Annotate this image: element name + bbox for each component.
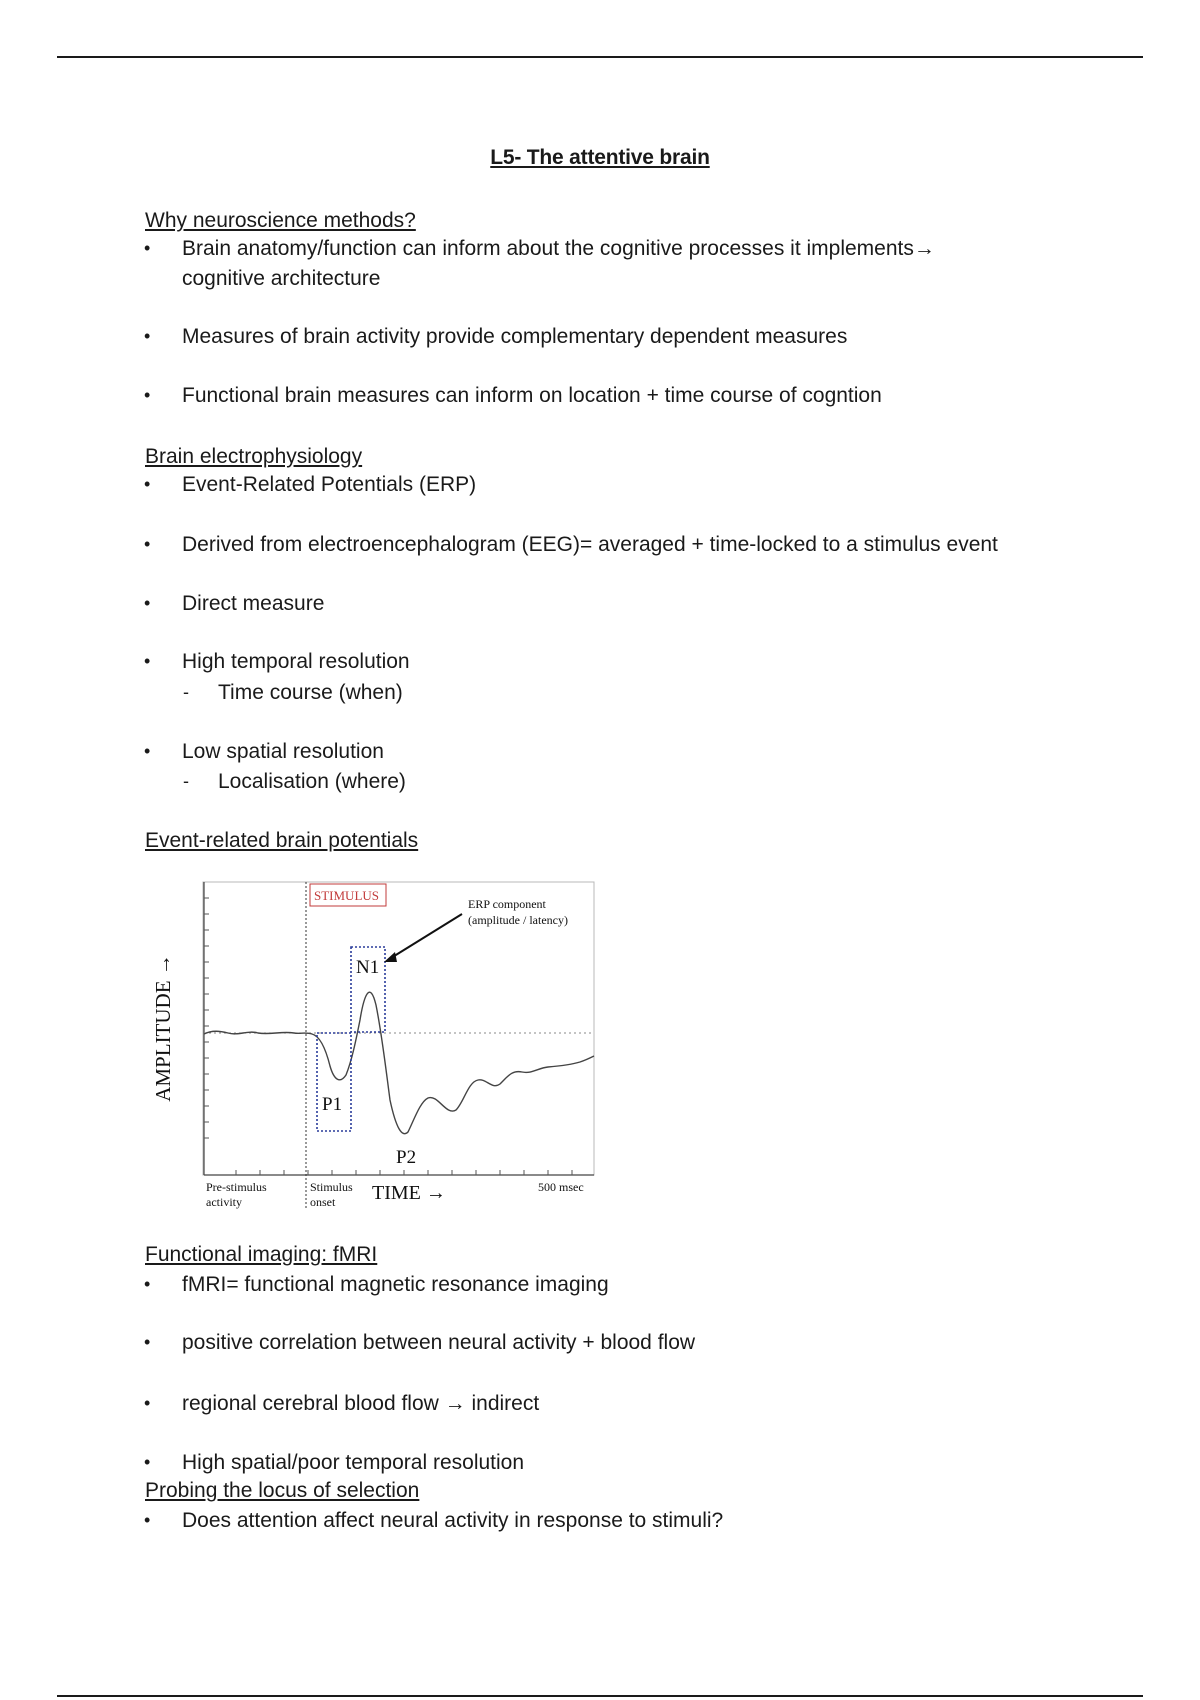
prestimulus-label-line2: activity <box>206 1195 242 1209</box>
heading-why-methods: Why neuroscience methods? <box>145 209 416 232</box>
bullet-icon: • <box>144 1332 151 1352</box>
prestimulus-label-line1: Pre-stimulus <box>206 1180 267 1194</box>
erp-waveform <box>204 992 594 1134</box>
bullet-icon: • <box>144 326 151 346</box>
n1-label: N1 <box>356 957 380 978</box>
list-item-continued: cognitive architecture <box>182 267 381 290</box>
bullet-icon: • <box>144 593 151 613</box>
heading-electrophysiology: Brain electrophysiology <box>145 445 363 468</box>
list-item: fMRI= functional magnetic resonance imaging <box>182 1273 609 1296</box>
component-note-line1: ERP component <box>468 897 546 911</box>
bullet-icon: • <box>144 385 151 405</box>
y-axis-ticks <box>204 898 209 1138</box>
list-item: Does attention affect neural activity in response to stimuli? <box>182 1509 724 1532</box>
bullet-icon: • <box>144 1510 151 1530</box>
p1-label: P1 <box>322 1094 343 1115</box>
list-item: Direct measure <box>182 592 325 615</box>
onset-label-line2: onset <box>310 1195 336 1209</box>
y-axis-label: AMPLITUDE → <box>151 954 175 1102</box>
list-item: positive correlation between neural activity + blood flow <box>182 1331 696 1354</box>
list-item: Functional brain measures can inform on location + time course of cogntion <box>182 384 882 407</box>
p1-box <box>317 1033 351 1131</box>
end-time-label: 500 msec <box>538 1180 584 1194</box>
bottom-rule <box>57 1695 1143 1697</box>
stimulus-label: STIMULUS <box>314 888 380 903</box>
component-note-line2: (amplitude / latency) <box>468 913 568 927</box>
bullet-icon: • <box>144 238 151 258</box>
erp-figure <box>140 870 600 1215</box>
heading-fmri: Functional imaging: fMRI <box>145 1243 378 1266</box>
page-title: L5- The attentive brain <box>490 146 710 169</box>
onset-label-line1: Stimulus <box>310 1180 353 1194</box>
bullet-icon: • <box>144 474 151 494</box>
heading-locus-selection: Probing the locus of selection <box>145 1479 420 1502</box>
component-arrow-line <box>391 914 462 958</box>
dash-icon: - <box>183 771 189 791</box>
list-item: regional cerebral blood flow → indirect <box>182 1392 540 1415</box>
bullet-icon: • <box>144 651 151 671</box>
list-item: Brain anatomy/function can inform about the cognitive processes it implements→ <box>182 237 935 260</box>
bullet-icon: • <box>144 1274 151 1294</box>
top-rule <box>57 56 1143 58</box>
list-item: High temporal resolution <box>182 650 410 673</box>
list-item: Low spatial resolution <box>182 740 384 763</box>
dash-icon: - <box>183 682 189 702</box>
x-axis-label: TIME → <box>372 1182 446 1204</box>
bullet-icon: • <box>144 741 151 761</box>
list-item: Derived from electroencephalogram (EEG)= averaged + time-locked to a stimulus event <box>182 533 998 556</box>
x-axis-ticks <box>236 1170 572 1175</box>
list-item: High spatial/poor temporal resolution <box>182 1451 525 1474</box>
list-item: Measures of brain activity provide complementary dependent measures <box>182 325 848 348</box>
p2-label: P2 <box>396 1147 417 1168</box>
component-arrow-head <box>384 952 397 962</box>
bullet-icon: • <box>144 1452 151 1472</box>
sub-list-item: Time course (when) <box>218 681 403 704</box>
heading-erp: Event-related brain potentials <box>145 829 419 852</box>
list-item: Event-Related Potentials (ERP) <box>182 473 477 496</box>
sub-list-item: Localisation (where) <box>218 770 406 793</box>
bullet-icon: • <box>144 1393 151 1413</box>
bullet-icon: • <box>144 534 151 554</box>
